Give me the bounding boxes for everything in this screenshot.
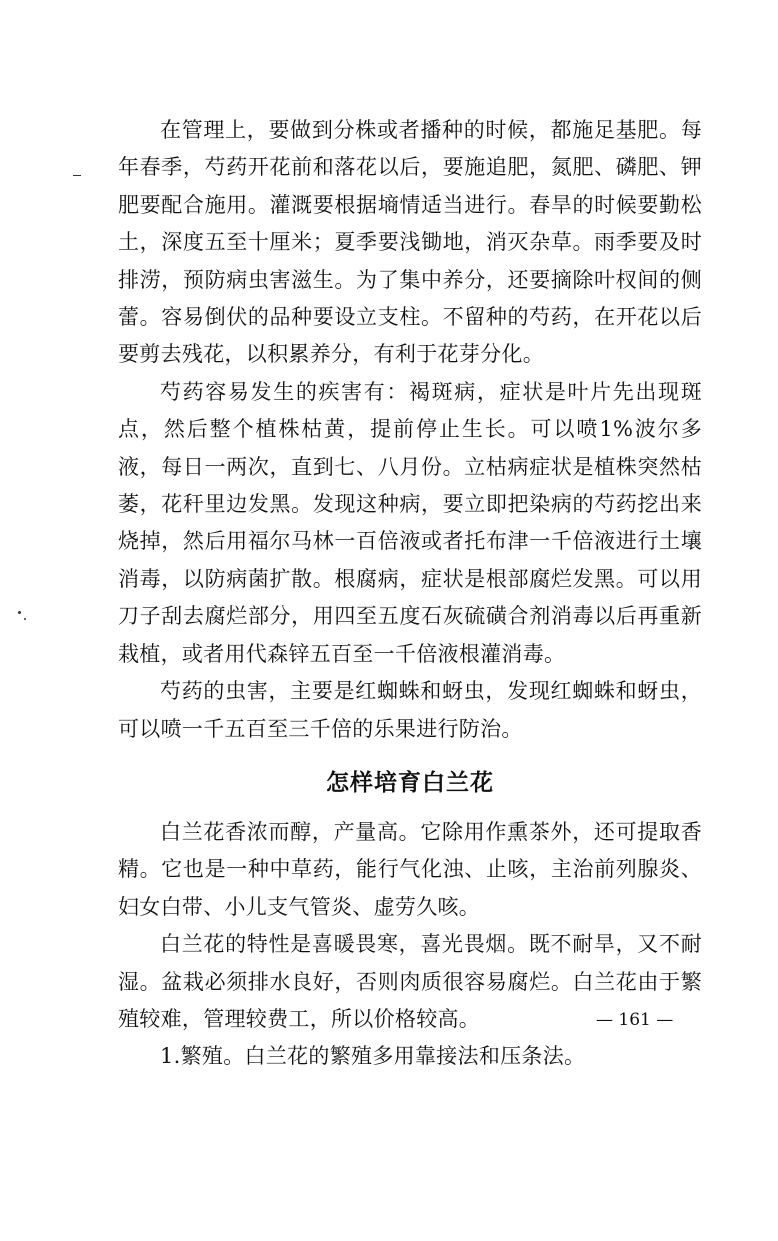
section-title: 怎样培育白兰花 xyxy=(326,768,494,796)
scan-speck xyxy=(24,618,26,620)
paragraph-intro: 白兰花香浓而醇，产量高。它除用作熏茶外，还可提取香精。它也是一种中草药，能行气化浊、止咳，主治前列腺炎、妇女白带、小儿支气管炎、虚劳久咳。 xyxy=(118,819,702,919)
scan-speck xyxy=(73,175,81,176)
page-body xyxy=(118,112,702,1076)
paragraph-characteristics: 白兰花的特性是喜暖畏寒，喜光畏烟。既不耐旱，又不耐湿。盆栽必须排水良好，否则肉质很容易腐烂。白兰花由于繁殖较难，管理较费工，所以价格较高。 xyxy=(118,932,702,1031)
paragraph-diseases: 芍药容易发生的疾害有：褐斑病，症状是叶片先出现斑点，然后整个植株枯黄，提前停止生长。可以喷1%波尔多液，每日一两次，直到七、八月份。立枯病症状是植株突然枯萎，花秆里边发黑。发现这种病，要立即把染病的芍药挖出来烧掉，然后用福尔马林一百倍液或者托布津一千倍液进行土壤消毒，以防病菌扩散。根腐病，症状是根部腐烂发黑。可以用刀子刮去腐烂部分，用四至五度石灰硫磺合剂消毒以后再重新栽植，或者用代森锌五百至一千倍液根灌消毒。 xyxy=(118,379,702,666)
paragraph-pests: 芍药的虫害，主要是红蜘蛛和蚜虫，发现红蜘蛛和蚜虫，可以喷一千五百至三千倍的乐果进行防治。 xyxy=(118,679,702,741)
scan-speck xyxy=(18,611,21,614)
paragraph-fertilizing: 在管理上，要做到分株或者播种的时候，都施足基肥。每年春季，芍药开花前和落花以后，要施追肥，氮肥、磷肥、钾肥要配合施用。灌溉要根据墒情适当进行。春旱的时候要勤松土，深度五至十厘米；夏季要浅锄地，消灭杂草。雨季要及时排涝，预防病虫害滋生。为了集中养分，还要摘除叶杈间的侧蕾。容易倒伏的品种要设立支柱。不留种的芍药，在开花以后要剪去残花，以积累养分，有利于花芽分化。 xyxy=(118,118,702,367)
page-number: — 161 — xyxy=(596,1010,674,1030)
paragraph-propagation: 1.繁殖。白兰花的繁殖多用靠接法和压条法。 xyxy=(160,1044,586,1069)
